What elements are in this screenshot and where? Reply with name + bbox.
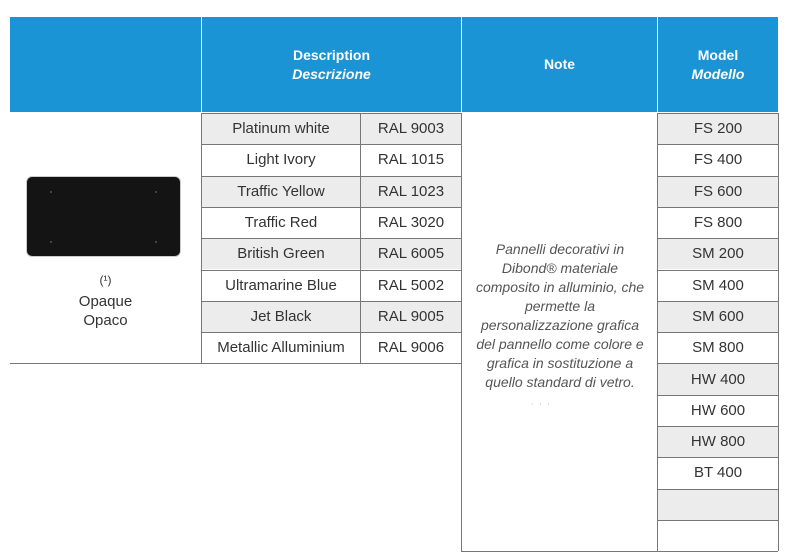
grid-line: [657, 332, 778, 333]
grid-line: [657, 176, 778, 177]
ral-code-cell: RAL 9005: [361, 301, 461, 332]
model-cell: HW 400: [658, 363, 778, 394]
color-name-cell: British Green: [202, 238, 360, 269]
finish-name-it: Opaco: [83, 312, 128, 329]
model-cell: [658, 489, 778, 520]
grid-line: [461, 113, 462, 552]
grid-line: [201, 207, 461, 208]
model-cell: SM 400: [658, 270, 778, 301]
header-model-it: Modello: [691, 65, 745, 82]
color-name-cell: Traffic Yellow: [202, 176, 360, 207]
grid-line: [201, 144, 461, 145]
color-name-cell: Traffic Red: [202, 207, 360, 238]
color-name-cell: Ultramarine Blue: [202, 270, 360, 301]
note-fragment: · · ·: [531, 401, 552, 408]
model-cell: FS 200: [658, 113, 778, 144]
grid-line: [657, 238, 778, 239]
model-cell: HW 800: [658, 426, 778, 457]
model-cell: HW 600: [658, 395, 778, 426]
model-cell: BT 400: [658, 457, 778, 488]
grid-line: [778, 113, 779, 551]
grid-line: [657, 207, 778, 208]
grid-line: [657, 113, 778, 114]
color-name-cell: Metallic Alluminium: [202, 332, 360, 363]
ral-code-cell: RAL 1023: [361, 176, 461, 207]
header-description: [201, 17, 461, 112]
model-cell: SM 600: [658, 301, 778, 332]
color-name-cell: Light Ivory: [202, 144, 360, 175]
color-name-cell: Platinum white: [202, 113, 360, 144]
grid-line: [201, 113, 461, 114]
grid-line: [657, 457, 778, 458]
finish-name-en: Opaque: [78, 293, 133, 310]
grid-line: [657, 520, 778, 521]
finish-swatch: [26, 176, 181, 257]
finish-footnote: (¹): [99, 273, 112, 287]
swatch-dot: [50, 241, 52, 243]
model-cell: SM 800: [658, 332, 778, 363]
swatch-dot: [50, 191, 52, 193]
ral-code-cell: RAL 9003: [361, 113, 461, 144]
model-cell: FS 800: [658, 207, 778, 238]
header-note: [461, 17, 657, 112]
header-description-en: Description: [292, 46, 370, 63]
ral-code-cell: RAL 6005: [361, 238, 461, 269]
grid-line: [10, 363, 201, 364]
model-cell: SM 200: [658, 238, 778, 269]
grid-line: [201, 176, 461, 177]
grid-line: [201, 113, 202, 363]
grid-line: [657, 113, 658, 551]
note-text: Pannelli decorativi in Dibond® materiale composito in alluminio, che permette la personalizzazione grafica del pannello come colore e grafica in sostituzione a quello standard di vetro.: [475, 241, 645, 390]
header-description-it: Descrizione: [292, 65, 371, 82]
grid-line: [201, 301, 461, 302]
header-note-label: Note: [543, 56, 576, 72]
grid-line: [657, 301, 778, 302]
grid-line: [657, 363, 778, 364]
header-model: [657, 17, 778, 112]
ral-code-cell: RAL 1015: [361, 144, 461, 175]
grid-line: [657, 551, 778, 552]
grid-line: [657, 395, 778, 396]
header-model-en: Model: [697, 46, 739, 63]
grid-line: [201, 332, 461, 333]
grid-line: [201, 238, 461, 239]
grid-line: [201, 270, 461, 271]
grid-line: [657, 144, 778, 145]
grid-line: [461, 551, 657, 552]
color-name-cell: Jet Black: [202, 301, 360, 332]
grid-line: [360, 113, 361, 363]
grid-line: [657, 426, 778, 427]
model-cell: FS 600: [658, 176, 778, 207]
swatch-dot: [155, 241, 157, 243]
grid-line: [657, 489, 778, 490]
model-cell: [658, 520, 778, 551]
grid-line: [201, 363, 461, 364]
ral-code-cell: RAL 9006: [361, 332, 461, 363]
ral-code-cell: RAL 5002: [361, 270, 461, 301]
model-cell: FS 400: [658, 144, 778, 175]
grid-line: [657, 270, 778, 271]
swatch-dot: [155, 191, 157, 193]
header-blank-cell: [10, 17, 201, 112]
ral-code-cell: RAL 3020: [361, 207, 461, 238]
